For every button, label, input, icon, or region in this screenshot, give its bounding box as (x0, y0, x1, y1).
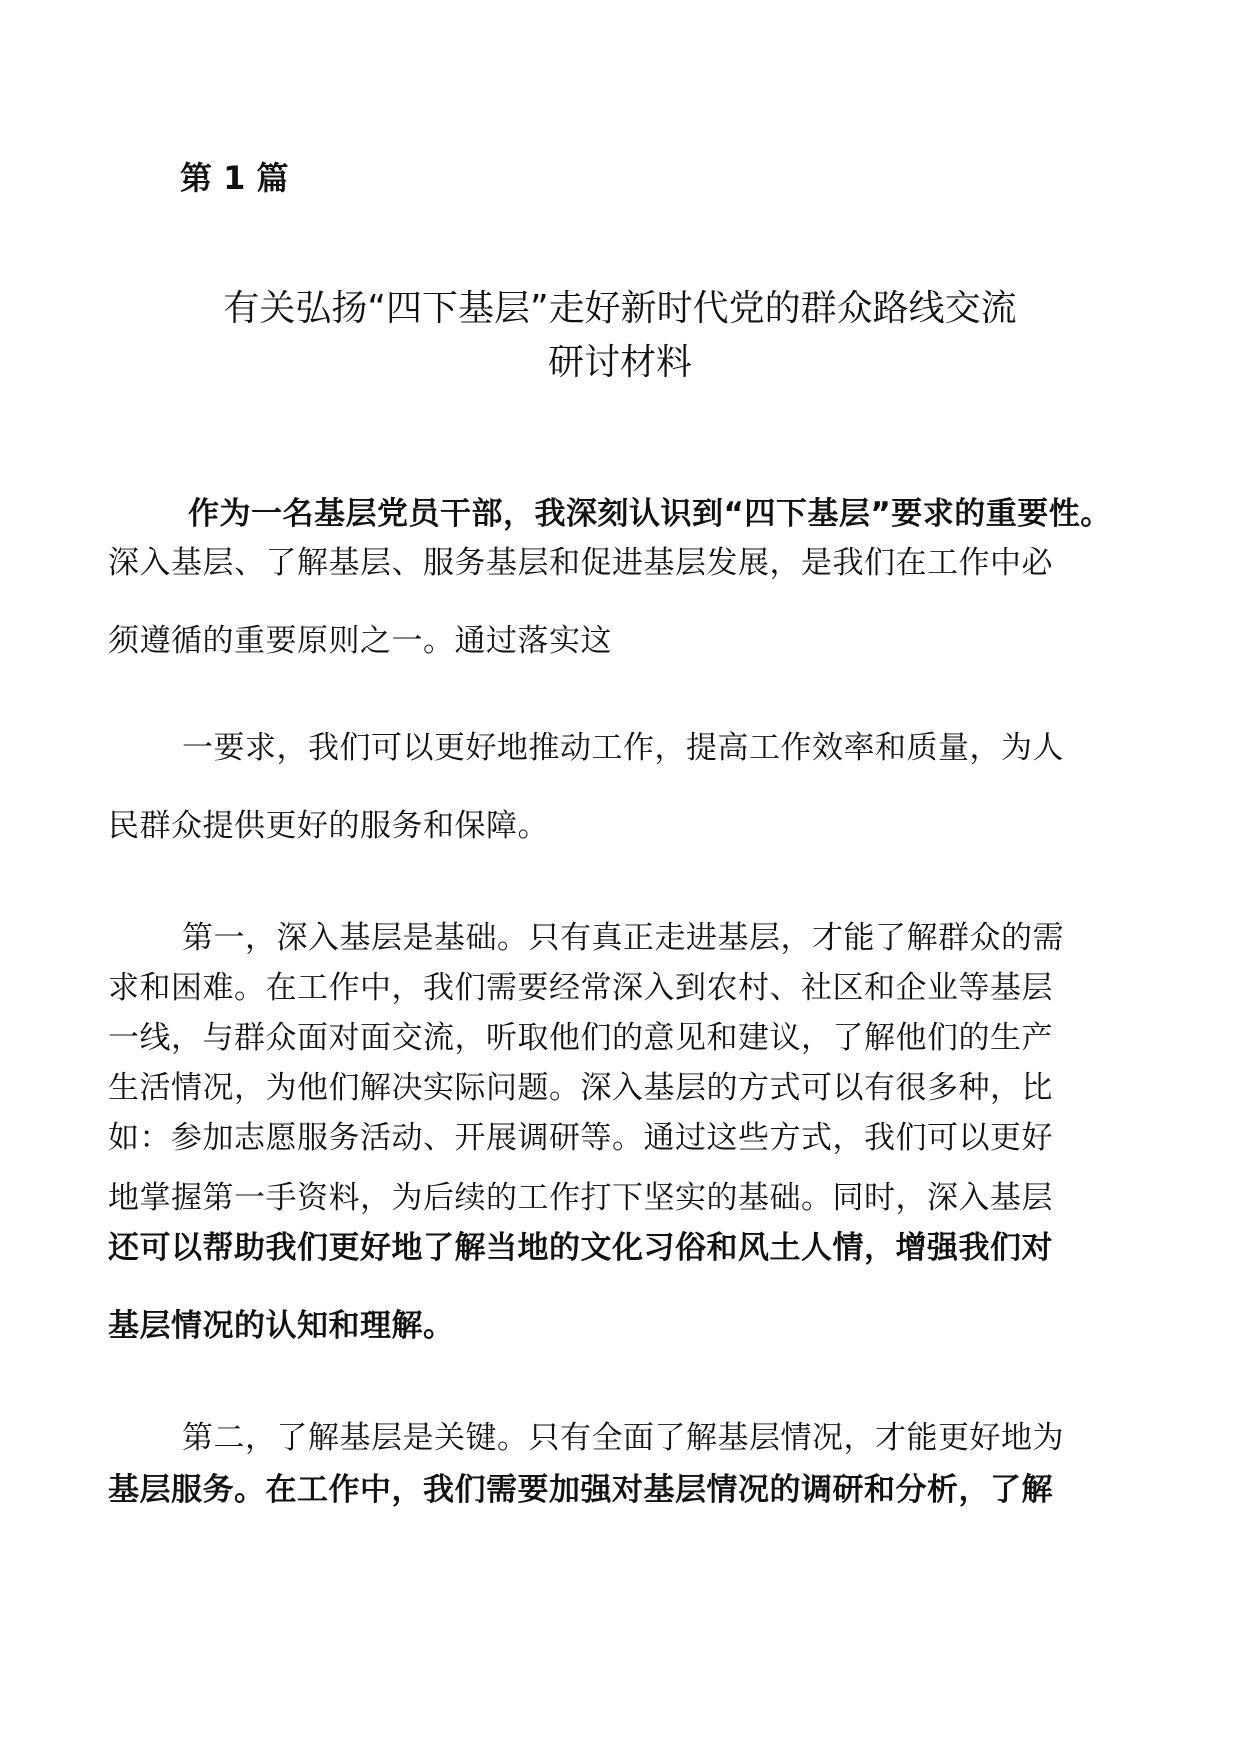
intro2-line-1: 一要求，我们可以更好地推动工作，提高工作效率和质量，为人 (182, 730, 1064, 766)
first-point-line-6: 地掌握第一手资料，为后续的工作打下坚实的基础。同时，深入基层 (108, 1180, 1053, 1216)
intro-line-2: 深入基层、了解基层、服务基层和促进基层发展，是我们在工作中必 (108, 545, 1053, 581)
document-title-line-2: 研讨材料 (547, 342, 692, 383)
first-point-line-1 (182, 918, 1212, 958)
first-point-line-7: 还可以帮助我们更好地了解当地的文化习俗和风土人情，增强我们对 (108, 1230, 1053, 1266)
first-point-line-5: 如：参加志愿服务活动、开展调研等。通过这些方式，我们可以更好 (108, 1120, 1053, 1156)
second-point-line-1 (182, 1418, 1212, 1458)
first-point-line-4: 生活情况，为他们解决实际问题。深入基层的方式可以有很多种，比 (108, 1070, 1053, 1106)
intro-line-3: 须遵循的重要原则之一。通过落实这 (108, 623, 612, 659)
first-point-line-3: 一线，与群众面对面交流，听取他们的意见和建议，了解他们的生产 (108, 1020, 1053, 1056)
intro-line-1: 作为一名基层党员干部，我深刻认识到“四下基层”要求的重要性。 (188, 496, 1112, 532)
document-title-line-1: 有关弘扬“四下基层”走好新时代党的群众路线交流 (223, 288, 1017, 329)
intro2-line-2: 民群众提供更好的服务和保障。 (108, 808, 549, 844)
first-point-line-2: 求和困难。在工作中，我们需要经常深入到农村、社区和企业等基层 (108, 970, 1053, 1006)
second-point-lead: 第二，了解基层是关键。 (182, 1420, 529, 1456)
first-point-lead: 第一，深入基层是基础。 (182, 920, 529, 956)
section-heading: 第 1 篇 (180, 159, 289, 197)
first-point-line-1-text: 只有真正走进基层，才能了解群众的需 (528, 920, 1064, 956)
second-point-line-1-text: 只有全面了解基层情况，才能更好地为 (528, 1420, 1064, 1456)
second-point-line-2: 基层服务。在工作中，我们需要加强对基层情况的调研和分析，了解 (108, 1472, 1053, 1508)
first-point-line-8: 基层情况的认知和理解。 (108, 1308, 455, 1344)
